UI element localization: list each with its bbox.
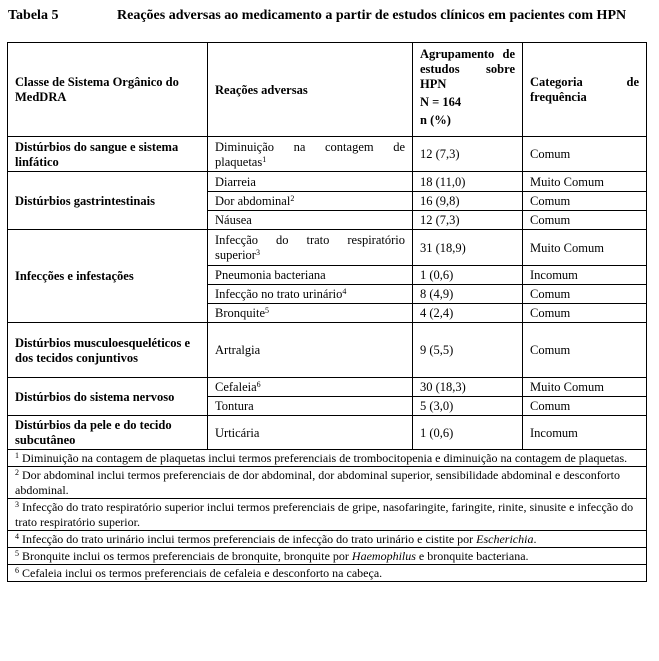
footnote-row: [8, 548, 647, 565]
footnote-cell: [8, 565, 647, 582]
frequency-cell: Comum: [523, 323, 647, 378]
reaction-cell: [208, 266, 413, 285]
footnote-text: Dor abdominal inclui termos preferenciais de dor abdominal, dor abdominal superior, sensibilidade abdominal e desconforto abdominal.: [15, 468, 621, 497]
organ-class-label: Infecções e infestações: [15, 269, 134, 283]
organ-class-label: Distúrbios musculoesqueléticos e dos tecidos conjuntivos: [15, 335, 190, 365]
frequency-cell: Comum: [523, 137, 647, 172]
footnote-text: Bronquite inclui os termos preferenciais de bronquite, bronquite por: [22, 549, 352, 563]
footnote-cell: [8, 499, 647, 531]
reaction-cell: [208, 285, 413, 304]
footnote-number: 3: [15, 500, 19, 509]
table-row: [8, 323, 647, 378]
reaction-label: Cefaleia: [215, 380, 257, 394]
footnote-row: [8, 467, 647, 499]
count-cell: 8 (4,9): [413, 285, 523, 304]
reaction-cell: [208, 137, 413, 172]
footnote-number: 1: [15, 451, 19, 460]
reaction-label: Náusea: [215, 213, 252, 227]
table-row: [8, 378, 647, 397]
count-cell: 4 (2,4): [413, 304, 523, 323]
organ-class-cell: [8, 323, 208, 378]
frequency-cell: Comum: [523, 397, 647, 416]
organ-class-label: Distúrbios do sangue e sistema linfático: [15, 139, 179, 169]
organ-class-cell: [8, 230, 208, 323]
reaction-label: Dor abdominal: [215, 194, 291, 208]
footnote-number: 2: [15, 468, 19, 477]
frequency-cell: Muito Comum: [523, 172, 647, 192]
footnote-text: Infecção do trato urinário inclui termos preferenciais de infecção do trato urinário e cistite por: [22, 532, 477, 546]
count-cell: 5 (3,0): [413, 397, 523, 416]
footnote-italic-term: Escherichia: [476, 532, 534, 546]
header-class: Classe de Sistema Orgânico do MedDRA: [8, 43, 208, 137]
frequency-cell: Incomum: [523, 266, 647, 285]
count-cell: 31 (18,9): [413, 230, 523, 266]
reaction-cell: [208, 397, 413, 416]
reaction-cell: [208, 172, 413, 192]
footnote-cell: [8, 450, 647, 467]
reaction-cell: [208, 323, 413, 378]
footnote-text: Infecção do trato respiratório superior inclui termos preferenciais de gripe, nasofaringite, faringite, rinite, sinusite e infecção do trato respiratório superior.: [15, 500, 634, 529]
footnote-text: Cefaleia inclui os termos preferenciais de cefaleia e desconforto na cabeça.: [22, 566, 383, 580]
table-caption: [8, 8, 651, 24]
reaction-cell: [208, 416, 413, 450]
frequency-cell: Comum: [523, 211, 647, 230]
footnote-row: [8, 499, 647, 531]
footnote-row: [8, 450, 647, 467]
count-cell: 12 (7,3): [413, 137, 523, 172]
reaction-label: Infecção do trato respiratório superior: [215, 233, 405, 262]
table-number: Tabela 5: [8, 8, 59, 23]
footnote-marker: 6: [256, 380, 261, 389]
header-group: Agrupamento de estudos sobre HPN N = 164 n (%): [413, 43, 523, 137]
reaction-cell: [208, 378, 413, 397]
table-row: [8, 137, 647, 172]
footnote-marker: 3: [255, 248, 260, 257]
table-row: [8, 416, 647, 450]
count-cell: 12 (7,3): [413, 211, 523, 230]
header-frequency: Categoria de frequência: [523, 43, 647, 137]
footnote-text: Diminuição na contagem de plaquetas inclui termos preferenciais de trombocitopenia e diminuição na contagem de plaquetas.: [22, 451, 628, 465]
organ-class-label: Distúrbios da pele e do tecido subcutâneo: [15, 418, 172, 447]
frequency-cell: Incomum: [523, 416, 647, 450]
footnote-number: 6: [15, 566, 19, 575]
count-cell: 1 (0,6): [413, 416, 523, 450]
footnote-row: [8, 565, 647, 582]
footnote-italic-term: Haemophilus: [351, 549, 416, 563]
frequency-cell: Comum: [523, 304, 647, 323]
frequency-cell: Comum: [523, 285, 647, 304]
reaction-cell: [208, 304, 413, 323]
footnote-number: 4: [15, 532, 19, 541]
count-cell: 16 (9,8): [413, 192, 523, 211]
footnote-cell: [8, 548, 647, 565]
footnote-marker: 4: [342, 287, 347, 296]
count-cell: 18 (11,0): [413, 172, 523, 192]
reaction-cell: [208, 230, 413, 266]
reaction-label: Pneumonia bacteriana: [215, 268, 326, 282]
reaction-label: Infecção no trato urinário: [215, 287, 343, 301]
reaction-label: Diarreia: [215, 174, 256, 189]
footnote-cell: [8, 531, 647, 548]
footnote-number: 5: [15, 549, 19, 558]
count-cell: 30 (18,3): [413, 378, 523, 397]
footnote-text-end: e bronquite bacteriana.: [415, 549, 529, 563]
reaction-label: Artralgia: [215, 343, 261, 357]
header-reaction: Reações adversas: [208, 43, 413, 137]
count-cell: 1 (0,6): [413, 266, 523, 285]
footnote-marker: 2: [290, 194, 295, 203]
table-title: Reações adversas ao medicamento a partir de estudos clínicos em pacientes com HPN: [117, 8, 627, 23]
organ-class-cell: [8, 137, 208, 172]
footnote-marker: 1: [262, 154, 267, 164]
reaction-cell: [208, 211, 413, 230]
organ-class-cell: [8, 378, 208, 416]
footnote-marker: 5: [265, 306, 269, 315]
organ-class-label: Distúrbios do sistema nervoso: [15, 389, 175, 404]
frequency-cell: Muito Comum: [523, 378, 647, 397]
table-row: [8, 230, 647, 266]
reaction-label: Urticária: [215, 425, 260, 440]
frequency-cell: Comum: [523, 192, 647, 211]
organ-class-cell: [8, 172, 208, 230]
reaction-label: Diminuição na contagem de plaquetas: [215, 139, 405, 169]
organ-class-cell: [8, 416, 208, 450]
reaction-label: Tontura: [215, 399, 254, 413]
count-cell: 9 (5,5): [413, 323, 523, 378]
frequency-cell: Muito Comum: [523, 230, 647, 266]
footnote-text-end: .: [533, 532, 537, 546]
adverse-reactions-table: [7, 42, 647, 582]
header-row: [8, 43, 647, 137]
table-row: [8, 172, 647, 192]
reaction-cell: [208, 192, 413, 211]
footnote-row: [8, 531, 647, 548]
footnote-cell: [8, 467, 647, 499]
reaction-label: Bronquite: [215, 306, 265, 320]
organ-class-label: Distúrbios gastrintestinais: [15, 193, 155, 208]
